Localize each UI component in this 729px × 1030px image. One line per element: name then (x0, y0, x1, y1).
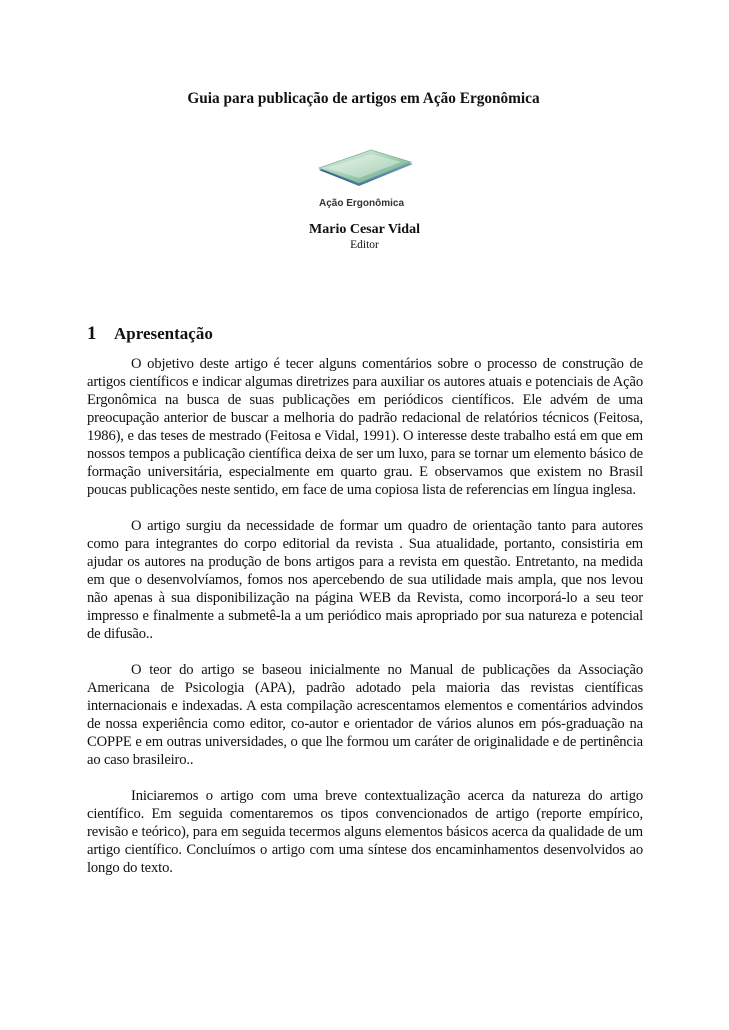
paragraph: Iniciaremos o artigo com uma breve contextualização acerca da natureza do artigo científico. Em seguida comentaremos os tipos convencionados de artigo (reporte empírico, revisão e teórico), para em seguida tecermos alguns elementos básicos acerca da qualidade de um artigo científico. Concluímos o artigo com uma síntese dos encaminhamentos desenvolvidos ao longo do texto. (87, 788, 643, 876)
logo-emblem-icon (319, 150, 413, 186)
author-name: Mario Cesar Vidal (309, 222, 420, 237)
section-heading (87, 323, 213, 345)
paragraph: O teor do artigo se baseou inicialmente no Manual de publicações da Associação Americana de Psicologia (APA), padrão adotado pela maioria das revistas científicas internacionais e indexadas. A esta compilação acrescentamos elementos e comentários advindos de nossa experiência como editor, co-autor e orientador de vários alunos em pós-graduação na COPPE e em outras universidades, o que lhe formou um caráter de originalidade e de pertinência ao caso brasileiro.. (87, 662, 643, 768)
paragraph: O objetivo deste artigo é tecer alguns comentários sobre o processo de construção de artigos científicos e indicar algumas diretrizes para auxiliar os autores atuais e potenciais de Ação Ergonômica na busca de suas publicações em periódicos científicos. Ele advém de uma preocupação anterior de buscar a melhoria do padrão redacional de relatórios técnicos (Feitosa, 1986), e das teses de mestrado (Feitosa e Vidal, 1991). O interesse deste trabalho está em que em nossos tempos a publicação científica deixa de ser um luxo, para se tornar um elemento básico de formação universitária, especialmente em quarto grau. E observamos que existem no Brasil poucas publicações neste sentido, em face de uma copiosa lista de referencias em língua inglesa. (87, 356, 643, 498)
author-role: Editor (350, 239, 379, 251)
document-title: Guia para publicação de artigos em Ação Ergonômica (187, 90, 540, 107)
journal-logo (313, 148, 417, 212)
paragraph: O artigo surgiu da necessidade de formar um quadro de orientação tanto para autores como para integrantes do corpo editorial da revista . Sua atualidade, portanto, consistiria em ajudar os autores na produção de bons artigos para a revista em questão. Entretanto, na medida em que o desenvolvíamos, fomos nos apercebendo de sua utilidade mais ampla, que nos levou não apenas à sua disponibilização na página WEB da Revista, como incorporá-lo a seu teor impresso e finalmente a submetê-la a um periódico mais apropriado por sua natureza e potencial de difusão.. (87, 518, 643, 642)
section-title: Apresentação (114, 324, 213, 343)
logo-text: Ação Ergonômica (319, 198, 405, 209)
body-text (87, 355, 643, 895)
section-number: 1 (87, 323, 97, 344)
